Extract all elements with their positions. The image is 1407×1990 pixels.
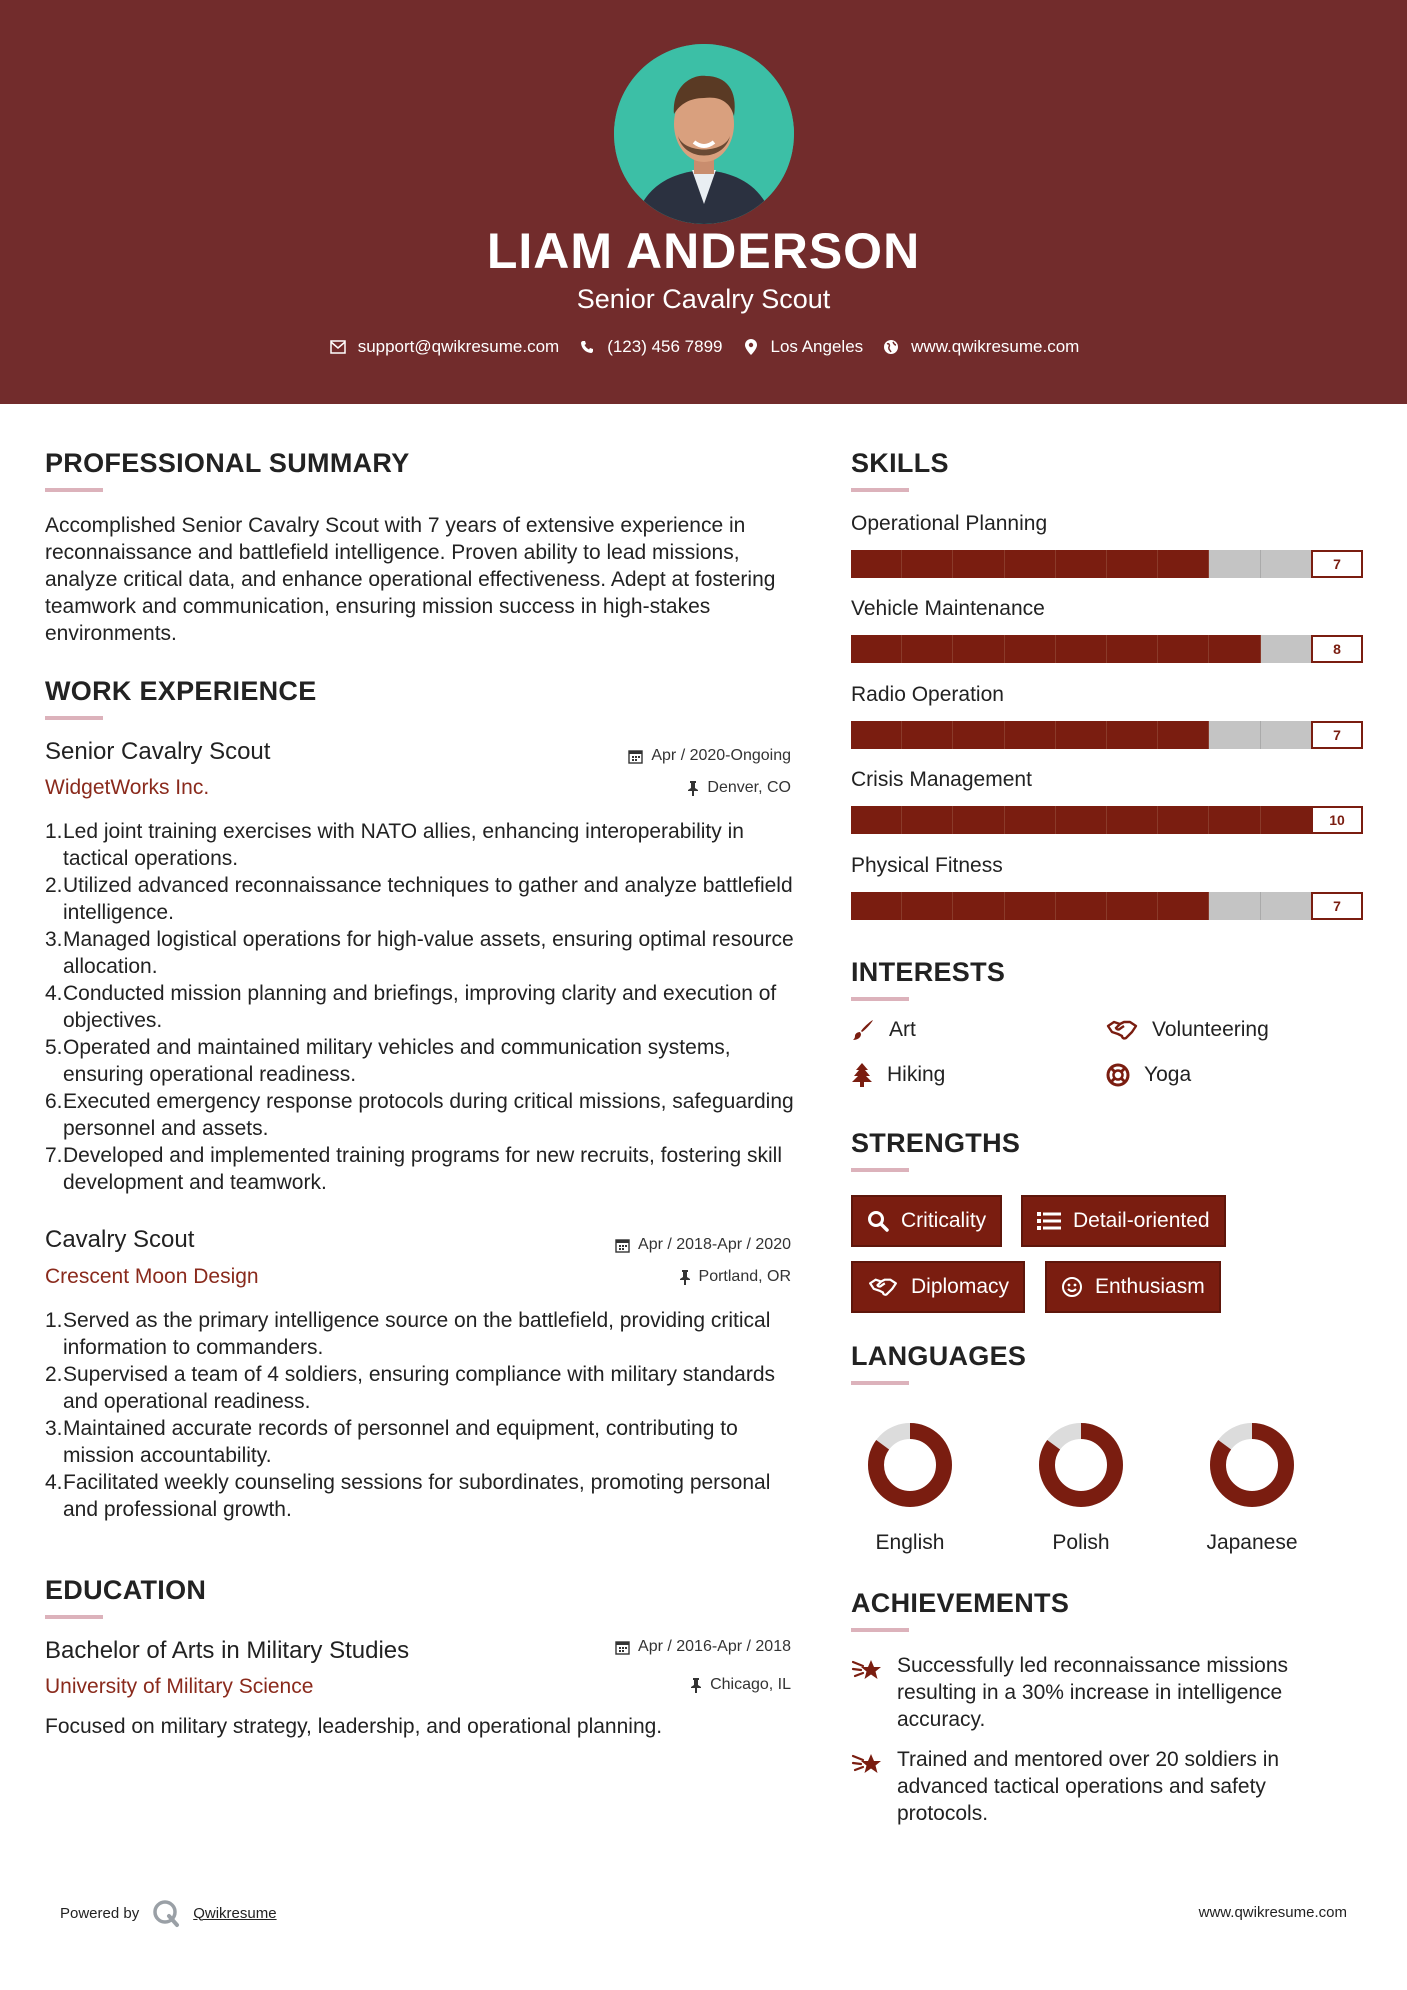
education-dates	[615, 1638, 791, 1656]
skill-segment	[902, 550, 953, 578]
summary-underline	[45, 488, 103, 492]
skill-segment	[953, 550, 1004, 578]
job-dates	[628, 747, 791, 765]
strength-badge: Criticality	[851, 1195, 1002, 1247]
skill-segment	[1005, 806, 1056, 834]
education-underline	[45, 1615, 103, 1619]
skills-heading: SKILLS	[851, 448, 949, 478]
skill-value: 7	[1311, 550, 1363, 578]
list-item: 1. Led joint training exercises with NATO allies, enhancing interoperability in tactical operations.	[45, 820, 744, 870]
skill-segment	[851, 550, 902, 578]
skill-segment	[1056, 892, 1107, 920]
achievements-underline	[851, 1628, 909, 1632]
languages-heading: LANGUAGES	[851, 1341, 1027, 1371]
handshake-icon	[867, 1276, 899, 1298]
company-name: Crescent Moon Design	[45, 1265, 259, 1288]
search-icon	[867, 1210, 889, 1232]
skill-segment	[1209, 892, 1260, 920]
location-text: Los Angeles	[770, 337, 864, 356]
list-item: 7. Developed and implemented training programs for new recruits, fostering skill development and teamwork.	[45, 1144, 783, 1194]
education-location-text: Chicago, IL	[710, 1676, 791, 1693]
interest-item: Volunteering	[1106, 1018, 1269, 1042]
skill-segment	[851, 892, 902, 920]
skill-segment	[1107, 550, 1158, 578]
job-location	[687, 779, 791, 797]
skill-segment	[851, 806, 902, 834]
skill-bar	[851, 635, 1363, 663]
education-dates-text: Apr / 2016-Apr / 2018	[638, 1638, 791, 1655]
skill-segment	[851, 721, 902, 749]
contact-phone[interactable]	[577, 337, 722, 357]
list-item: 6. Executed emergency response protocols during critical missions, safeguarding personnel and assets.	[45, 1090, 794, 1140]
skill-segment	[1209, 550, 1260, 578]
skill-segment	[1005, 635, 1056, 663]
school-name: University of Military Science	[45, 1675, 314, 1698]
job-title: Senior Cavalry Scout	[45, 738, 271, 765]
lifering-icon	[1106, 1063, 1130, 1087]
strength-badge: Diplomacy	[851, 1261, 1025, 1313]
skill-name: Crisis Management	[851, 768, 1032, 791]
skill-name: Operational Planning	[851, 512, 1048, 535]
skill-segment	[1158, 806, 1209, 834]
resume-header	[0, 0, 1407, 404]
globe-icon	[881, 337, 901, 357]
website-text: www.qwikresume.com	[911, 337, 1080, 356]
strengths-heading: STRENGTHS	[851, 1128, 1021, 1158]
contact-email[interactable]	[328, 337, 560, 357]
skill-segment	[1107, 635, 1158, 663]
skill-segment	[1056, 721, 1107, 749]
achievement-item: Trained and mentored over 20 soldiers in advanced tactical operations and safety protocols.	[851, 1746, 1351, 1827]
skill-segment	[1209, 635, 1260, 663]
skill-bar	[851, 892, 1363, 920]
skill-segment	[1005, 550, 1056, 578]
phone-text: (123) 456 7899	[607, 337, 723, 356]
language-item	[1182, 1420, 1322, 1555]
language-name: English	[875, 1531, 945, 1554]
powered-by-label: Powered by	[60, 1904, 140, 1922]
contact-bar	[0, 337, 1407, 357]
skill-segment	[953, 635, 1004, 663]
education-description: Focused on military strategy, leadership, and operational planning.	[45, 1715, 663, 1738]
list-item: 4. Facilitated weekly counseling sessions for subordinates, promoting personal and professional growth.	[45, 1471, 771, 1521]
skill-segment	[1158, 892, 1209, 920]
language-proficiency-donut	[1036, 1420, 1126, 1510]
skill-name: Physical Fitness	[851, 854, 1003, 877]
skill-bar	[851, 721, 1363, 749]
strength-badge: Detail-oriented	[1021, 1195, 1226, 1247]
calendar-icon	[615, 1640, 630, 1655]
language-proficiency-donut	[1207, 1420, 1297, 1510]
candidate-title: Senior Cavalry Scout	[576, 284, 831, 314]
achievements-heading: ACHIEVEMENTS	[851, 1588, 1070, 1618]
skill-segment	[1107, 806, 1158, 834]
skill-segment	[1261, 892, 1312, 920]
envelope-icon	[328, 337, 348, 357]
strengths-underline	[851, 1168, 909, 1172]
list-item: 3. Managed logistical operations for high-value assets, ensuring optimal resource allocation.	[45, 928, 794, 978]
contact-website[interactable]	[881, 337, 1079, 357]
skill-segment	[1107, 892, 1158, 920]
map-marker-icon	[741, 337, 761, 357]
skill-segment	[902, 892, 953, 920]
skill-value: 7	[1311, 892, 1363, 920]
summary-text: Accomplished Senior Cavalry Scout with 7 years of extensive experience in reconnaissance and battlefield intelligence. Proven ability to lead missions, analyze critical data, and enhance operational effectiveness. Adept at fostering teamwork and communication, ensuring mission success in high-stakes environments.	[45, 514, 776, 645]
degree-title: Bachelor of Arts in Military Studies	[45, 1637, 410, 1664]
list-item: 1. Served as the primary intelligence source on the battlefield, providing critical information to commanders.	[45, 1309, 771, 1359]
experience-underline	[45, 716, 103, 720]
skill-segment	[902, 635, 953, 663]
list-item: 3. Maintained accurate records of personnel and equipment, contributing to mission accountability.	[45, 1417, 738, 1467]
skill-value: 10	[1311, 806, 1363, 834]
skills-underline	[851, 488, 909, 492]
list-item: 2. Utilized advanced reconnaissance techniques to gather and analyze battlefield intelligence.	[45, 874, 793, 924]
skill-segment	[1209, 806, 1260, 834]
job-location-text: Denver, CO	[707, 779, 791, 796]
tree-icon	[851, 1063, 873, 1087]
achievement-item: Successfully led reconnaissance missions resulting in a 30% increase in intelligence accuracy.	[851, 1652, 1351, 1733]
job-location-text: Portland, OR	[698, 1268, 791, 1285]
skill-segment	[953, 806, 1004, 834]
skill-value: 8	[1311, 635, 1363, 663]
list-item: 2. Supervised a team of 4 soldiers, ensuring compliance with military standards and operational readiness.	[45, 1363, 776, 1413]
calendar-icon	[615, 1238, 630, 1253]
email-text: support@qwikresume.com	[357, 337, 560, 356]
pin-icon	[687, 781, 699, 796]
skill-segment	[1056, 635, 1107, 663]
skill-segment	[1261, 635, 1312, 663]
summary-heading: PROFESSIONAL SUMMARY	[45, 448, 410, 478]
skill-segment	[1005, 721, 1056, 749]
profile-photo	[614, 44, 794, 224]
job-title: Cavalry Scout	[45, 1226, 195, 1253]
skill-segment	[1261, 721, 1312, 749]
skill-segment	[1261, 806, 1312, 834]
skill-value: 7	[1311, 721, 1363, 749]
skill-segment	[1107, 721, 1158, 749]
footer-powered-by	[60, 1898, 277, 1928]
skill-bar	[851, 550, 1363, 578]
experience-heading: WORK EXPERIENCE	[45, 676, 317, 706]
qwikresume-logo-icon	[151, 1898, 181, 1928]
language-name: Polish	[1052, 1531, 1110, 1554]
job-dates-text: Apr / 2018-Apr / 2020	[638, 1236, 791, 1253]
job-duties-list	[45, 1307, 803, 1523]
skill-segment	[953, 721, 1004, 749]
job-location	[679, 1268, 791, 1286]
skill-segment	[1158, 550, 1209, 578]
strength-badge: Enthusiasm	[1045, 1261, 1221, 1313]
contact-location	[741, 337, 864, 357]
skill-segment	[1056, 806, 1107, 834]
interests-underline	[851, 997, 909, 1001]
skill-bar	[851, 806, 1363, 834]
skill-segment	[1209, 721, 1260, 749]
skill-name: Radio Operation	[851, 683, 1004, 706]
skill-segment	[1158, 721, 1209, 749]
list-item: 4. Conducted mission planning and briefings, improving clarity and execution of objectives.	[45, 982, 777, 1032]
skill-segment	[953, 892, 1004, 920]
interests-heading: INTERESTS	[851, 957, 1006, 987]
job-dates-text: Apr / 2020-Ongoing	[651, 747, 791, 764]
paintbrush-icon	[851, 1018, 875, 1042]
skill-segment	[902, 721, 953, 749]
footer-website[interactable]: www.qwikresume.com	[1198, 1904, 1347, 1921]
language-item	[840, 1420, 980, 1555]
shooting-star-icon	[851, 1652, 883, 1684]
company-name: WidgetWorks Inc.	[45, 776, 210, 799]
job-duties-list	[45, 818, 803, 1196]
interest-item: Art	[851, 1018, 916, 1042]
skill-segment	[902, 806, 953, 834]
list-item: 5. Operated and maintained military vehicles and communication systems, ensuring operational readiness.	[45, 1036, 731, 1086]
phone-icon	[577, 337, 597, 357]
pin-icon	[690, 1678, 702, 1693]
skill-segment	[1261, 550, 1312, 578]
skill-segment	[851, 635, 902, 663]
language-item	[1011, 1420, 1151, 1555]
skill-name: Vehicle Maintenance	[851, 597, 1045, 620]
education-heading: EDUCATION	[45, 1575, 207, 1605]
skill-segment	[1158, 635, 1209, 663]
skill-segment	[1056, 550, 1107, 578]
languages-underline	[851, 1381, 909, 1385]
job-dates	[615, 1236, 791, 1254]
qwikresume-link[interactable]: Qwikresume	[193, 1904, 277, 1922]
skill-segment	[1005, 892, 1056, 920]
candidate-name: LIAM ANDERSON	[486, 223, 921, 279]
interest-item: Yoga	[1106, 1063, 1191, 1087]
handshake-icon	[1106, 1018, 1138, 1042]
smile-icon	[1061, 1276, 1083, 1298]
calendar-icon	[628, 749, 643, 764]
list-icon	[1037, 1211, 1061, 1231]
pin-icon	[679, 1270, 691, 1285]
education-location	[690, 1676, 791, 1694]
shooting-star-icon	[851, 1746, 883, 1778]
language-name: Japanese	[1206, 1531, 1298, 1554]
interest-item: Hiking	[851, 1063, 945, 1087]
language-proficiency-donut	[865, 1420, 955, 1510]
